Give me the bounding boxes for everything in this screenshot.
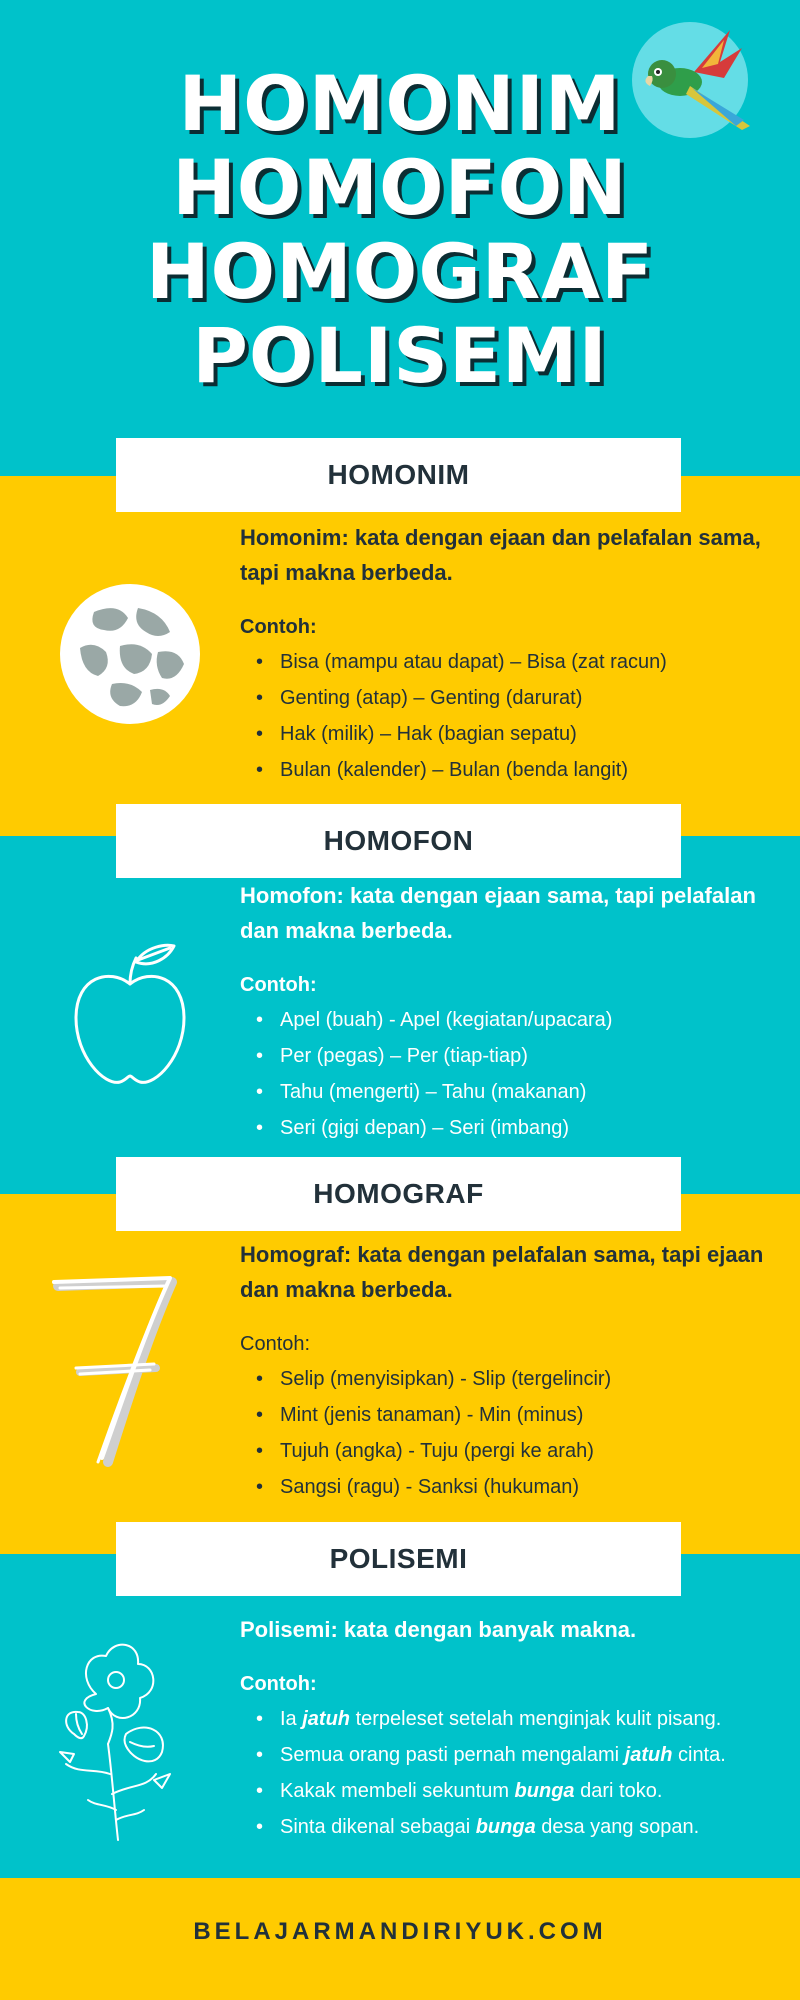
list-item: • Ia jatuh terpeleset setelah menginjak kulit pisang.: [240, 1701, 780, 1737]
homonim-content: [240, 520, 780, 788]
list-item: • Bisa (mampu atau dapat) – Bisa (zat racun): [240, 644, 780, 680]
homograf-example-label: Contoh:: [240, 1333, 311, 1355]
homofon-example-label: Contoh:: [240, 974, 317, 996]
list-item: • Apel (buah) - Apel (kegiatan/upacara): [240, 1002, 780, 1038]
list-item: • Semua orang pasti pernah mengalami jatuh cinta.: [240, 1737, 780, 1773]
title-line-polisemi: POLISEMI: [192, 311, 608, 400]
flower-icon: [56, 1634, 176, 1842]
homonim-example-list: [240, 644, 780, 788]
list-item: • Tujuh (angka) - Tuju (pergi ke arah): [240, 1433, 780, 1469]
title-line-homofon: HOMOFON: [172, 143, 628, 232]
title-line-homonim: HOMONIM: [178, 59, 622, 148]
list-item: • Seri (gigi depan) – Seri (imbang): [240, 1110, 780, 1146]
moon-icon: [58, 582, 202, 726]
list-item: • Bulan (kalender) – Bulan (benda langit): [240, 752, 780, 788]
homograf-heading: HOMOGRAF: [116, 1157, 681, 1231]
homofon-example-list: [240, 1002, 780, 1146]
list-item: • Tahu (mengerti) – Tahu (makanan): [240, 1074, 780, 1110]
homofon-definition: Homofon: kata dengan ejaan sama, tapi pelafalan dan makna berbeda.: [240, 883, 756, 943]
polisemi-heading: POLISEMI: [116, 1522, 681, 1596]
list-item: • Kakak membeli sekuntum bunga dari toko.: [240, 1773, 780, 1809]
number-seven-icon: [50, 1272, 190, 1472]
list-item: • Hak (milik) – Hak (bagian sepatu): [240, 716, 780, 752]
list-item: • Sinta dikenal sebagai bunga desa yang sopan.: [240, 1809, 780, 1845]
parrot-icon: [632, 22, 752, 138]
polisemi-content: [240, 1612, 780, 1845]
list-item: • Sangsi (ragu) - Sanksi (hukuman): [240, 1469, 780, 1505]
list-item: • Genting (atap) – Genting (darurat): [240, 680, 780, 716]
homograf-definition: Homograf: kata dengan pelafalan sama, tapi ejaan dan makna berbeda.: [240, 1242, 764, 1302]
homonim-heading: HOMONIM: [116, 438, 681, 512]
footer-website: BELAJARMANDIRIYUK.COM: [193, 1918, 607, 1945]
homograf-content: [240, 1237, 780, 1505]
list-item: • Per (pegas) – Per (tiap-tiap): [240, 1038, 780, 1074]
list-item: • Mint (jenis tanaman) - Min (minus): [240, 1397, 780, 1433]
polisemi-example-list: [240, 1701, 780, 1845]
homograf-example-list: [240, 1361, 780, 1505]
homofon-heading: HOMOFON: [116, 804, 681, 878]
homofon-content: [240, 878, 780, 1146]
list-item: • Selip (menyisipkan) - Slip (tergelincir): [240, 1361, 780, 1397]
apple-icon: [70, 940, 190, 1088]
title-line-homograf: HOMOGRAF: [145, 227, 655, 316]
homonim-example-label: Contoh:: [240, 616, 317, 638]
polisemi-definition: Polisemi: kata dengan banyak makna.: [240, 1617, 637, 1642]
homonim-definition: Homonim: kata dengan ejaan dan pelafalan sama, tapi makna berbeda.: [240, 525, 761, 585]
polisemi-example-label: Contoh:: [240, 1673, 317, 1695]
